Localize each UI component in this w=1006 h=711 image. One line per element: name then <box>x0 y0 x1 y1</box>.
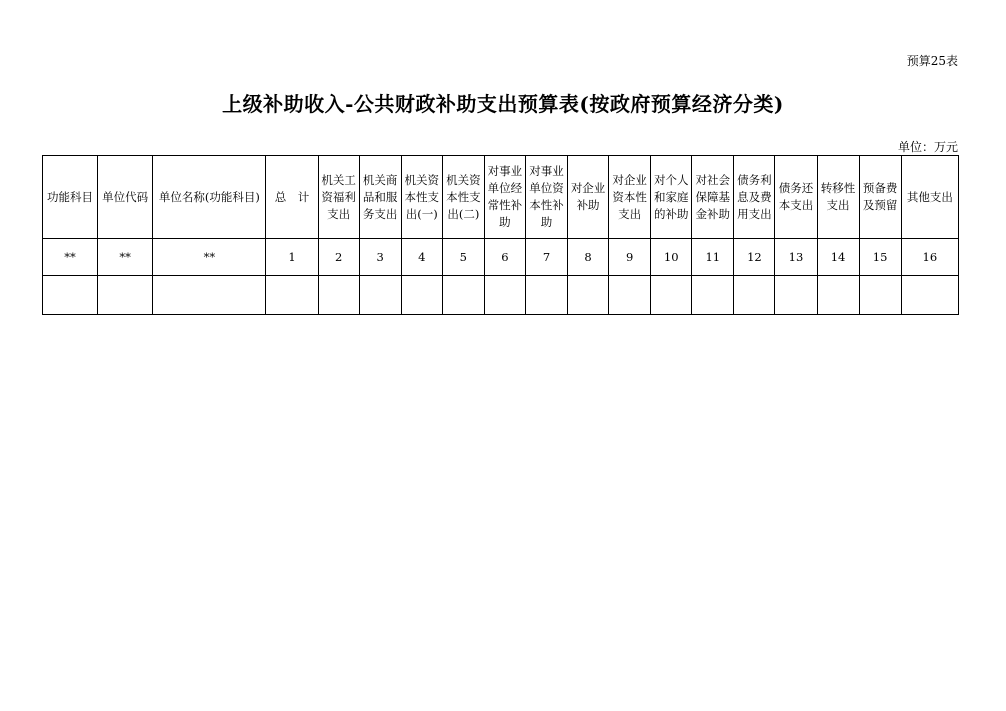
form-number: 预算25表 <box>906 54 958 68</box>
table-cell: 9 <box>609 239 651 276</box>
header-cell: 债务利息及费用支出 <box>734 156 775 239</box>
table-header-row <box>43 156 959 239</box>
table-cell: 6 <box>484 239 525 276</box>
header-cell: 单位代码 <box>98 156 153 239</box>
page-title: 上级补助收入-公共财政补助支出预算表(按政府预算经济分类) <box>222 92 784 116</box>
table-cell <box>153 276 266 315</box>
table-cell <box>817 276 859 315</box>
table-cell <box>43 276 98 315</box>
table-cell <box>525 276 567 315</box>
header-cell: 机关工资福利支出 <box>318 156 359 239</box>
budget-table <box>42 155 959 315</box>
table-cell <box>568 276 609 315</box>
table-cell <box>609 276 651 315</box>
table-cell: 11 <box>692 239 734 276</box>
table-cell <box>775 276 817 315</box>
table-cell <box>859 276 901 315</box>
table-cell <box>734 276 775 315</box>
table-cell <box>692 276 734 315</box>
header-cell: 机关资本性支出(二) <box>442 156 484 239</box>
table-cell: 2 <box>318 239 359 276</box>
table-cell <box>359 276 401 315</box>
header-cell: 预备费及预留 <box>859 156 901 239</box>
header-cell: 对事业单位经常性补助 <box>484 156 525 239</box>
header-cell: 对个人和家庭的补助 <box>651 156 692 239</box>
table-cell <box>401 276 442 315</box>
header-cell: 其他支出 <box>901 156 958 239</box>
header-cell: 对事业单位资本性补助 <box>525 156 567 239</box>
header-cell: 机关资本性支出(一) <box>401 156 442 239</box>
unit-label: 单位：万元 <box>897 140 958 154</box>
header-cell: 功能科目 <box>43 156 98 239</box>
table-cell: ** <box>153 239 266 276</box>
table-cell <box>484 276 525 315</box>
header-cell: 总 计 <box>266 156 318 239</box>
column-number-row <box>43 239 959 276</box>
table-cell: 5 <box>442 239 484 276</box>
table-cell: 8 <box>568 239 609 276</box>
table-cell <box>266 276 318 315</box>
header-cell: 对社会保障基金补助 <box>692 156 734 239</box>
header-cell: 机关商品和服务支出 <box>359 156 401 239</box>
table-cell <box>901 276 958 315</box>
header-cell: 转移性支出 <box>817 156 859 239</box>
table-cell <box>651 276 692 315</box>
table-cell: 14 <box>817 239 859 276</box>
table-cell: 4 <box>401 239 442 276</box>
header-cell: 对企业补助 <box>568 156 609 239</box>
table-cell: ** <box>43 239 98 276</box>
table-cell: 3 <box>359 239 401 276</box>
table-cell: 1 <box>266 239 318 276</box>
table-cell <box>318 276 359 315</box>
table-cell: 10 <box>651 239 692 276</box>
table-cell: 15 <box>859 239 901 276</box>
table-cell: 12 <box>734 239 775 276</box>
table-cell: 13 <box>775 239 817 276</box>
table-cell <box>98 276 153 315</box>
table-cell: 7 <box>525 239 567 276</box>
header-cell: 单位名称(功能科目) <box>153 156 266 239</box>
table-cell: 16 <box>901 239 958 276</box>
table-cell <box>442 276 484 315</box>
table-row-empty <box>43 276 959 315</box>
header-cell: 对企业资本性支出 <box>609 156 651 239</box>
table-cell: ** <box>98 239 153 276</box>
header-cell: 债务还本支出 <box>775 156 817 239</box>
